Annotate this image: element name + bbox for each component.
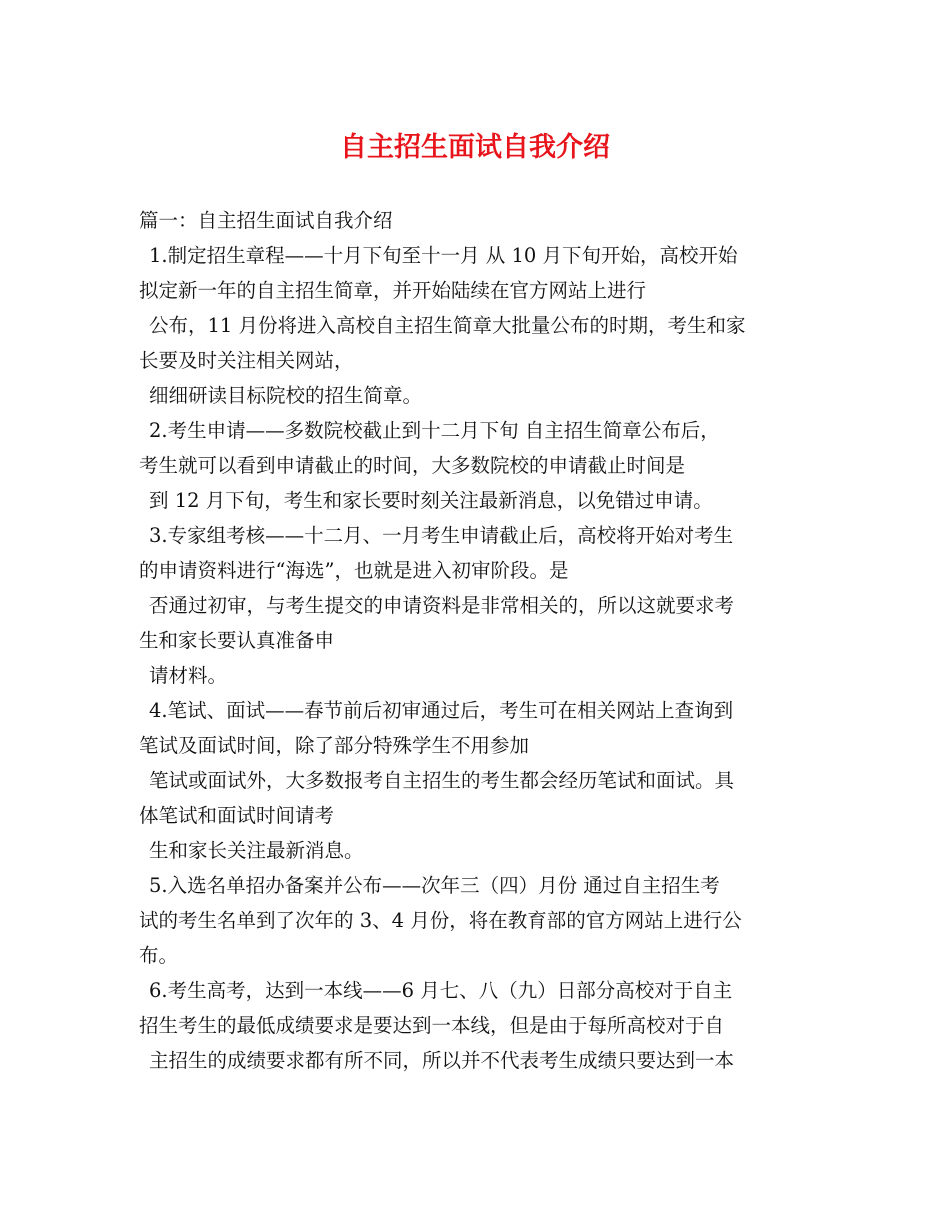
text-line: 细细研读目标院校的招生简章。 — [149, 384, 423, 407]
text-line: 布。 — [139, 944, 179, 967]
text-line: 招生考生的最低成绩要求是要达到一本线，但是由于每所高校对于自 — [139, 1014, 725, 1037]
text-line: 公布，11 月份将进入高校自主招生简章大批量公布的时期，考生和家 — [149, 314, 746, 337]
text-line: 1.制定招生章程——十月下旬至十一月 从 10 月下旬开始，高校开始 — [149, 244, 738, 267]
text-line: 考生就可以看到申请截止的时间，大多数院校的申请截止时间是 — [139, 454, 686, 477]
text-line: 拟定新一年的自主招生简章，并开始陆续在官方网站上进行 — [139, 279, 647, 302]
text-line: 主招生的成绩要求都有所不同，所以并不代表考生成绩只要达到一本 — [149, 1049, 735, 1072]
text-line: 4.笔试、面试——春节前后初审通过后，考生可在相关网站上查询到 — [149, 699, 734, 722]
text-line: 长要及时关注相关网站， — [139, 349, 354, 372]
text-line: 否通过初审，与考生提交的申请资料是非常相关的，所以这就要求考 — [149, 594, 735, 617]
text-line: 生和家长关注最新消息。 — [149, 839, 364, 862]
text-line: 的申请资料进行“海选”，也就是进入初审阶段。是 — [139, 559, 569, 582]
text-line: 笔试或面试外，大多数报考自主招生的考生都会经历笔试和面试。具 — [149, 769, 735, 792]
text-line: 生和家长要认真准备申 — [139, 629, 335, 652]
text-line: 6.考生高考，达到一本线——6 月七、八（九）日部分高校对于自主 — [149, 979, 733, 1002]
document-body — [139, 203, 819, 1078]
text-line: 请材料。 — [149, 664, 228, 687]
text-line: 5.入选名单招办备案并公布——次年三（四）月份 通过自主招生考 — [149, 874, 720, 897]
text-line: 试的考生名单到了次年的 3、4 月份，将在教育部的官方网站上进行公 — [139, 909, 742, 932]
text-line: 笔试及面试时间，除了部分特殊学生不用参加 — [139, 734, 530, 757]
text-line: 到 12 月下旬，考生和家长要时刻关注最新消息，以免错过申请。 — [149, 489, 713, 512]
text-line: 体笔试和面试时间请考 — [139, 804, 335, 827]
text-line: 3.专家组考核——十二月、一月考生申请截止后，高校将开始对考生 — [149, 524, 734, 547]
document-title: 自主招生面试自我介绍 — [340, 132, 610, 163]
text-line: 篇一：自主招生面试自我介绍 — [139, 209, 393, 232]
text-line: 2.考生申请——多数院校截止到十二月下旬 自主招生简章公布后， — [149, 419, 720, 442]
